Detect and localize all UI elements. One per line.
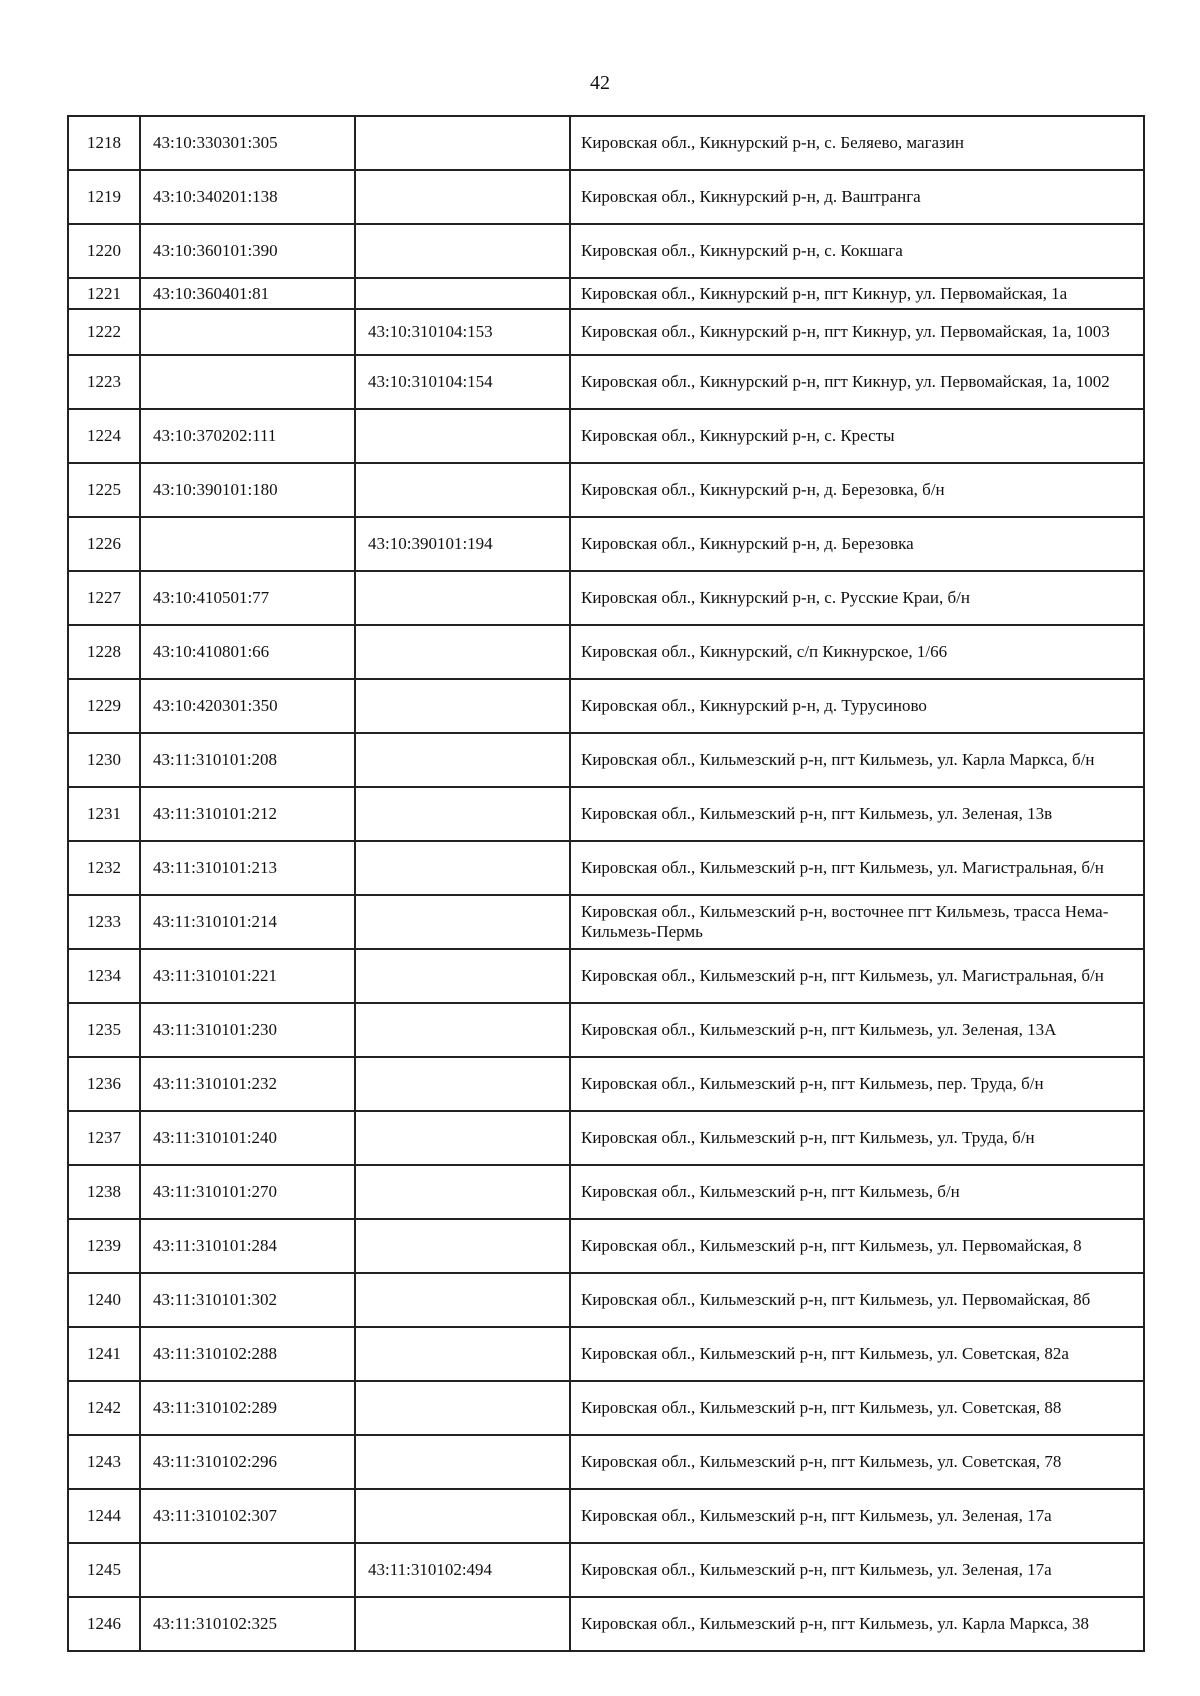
row-number-cell: 1227 — [68, 571, 140, 625]
table-row — [68, 278, 1144, 309]
page-number: 42 — [590, 72, 610, 94]
building-number-cell — [355, 1327, 570, 1381]
table-row — [68, 787, 1144, 841]
building-number-cell — [355, 1489, 570, 1543]
table-row — [68, 1219, 1144, 1273]
table-row — [68, 1489, 1144, 1543]
cadastral-number-cell: 43:10:420301:350 — [140, 679, 355, 733]
address-cell: Кировская обл., Кикнурский р-н, пгт Кикнур, ул. Первомайская, 1а, 1002 — [570, 355, 1144, 409]
address-cell: Кировская обл., Кильмезский р-н, пгт Кильмезь, ул. Карла Маркса, б/н — [570, 733, 1144, 787]
building-number-cell — [355, 409, 570, 463]
table-row — [68, 949, 1144, 1003]
table-row — [68, 309, 1144, 355]
building-number-cell — [355, 463, 570, 517]
row-number-cell: 1233 — [68, 895, 140, 949]
cadastral-number-cell — [140, 355, 355, 409]
cadastral-number-cell — [140, 309, 355, 355]
row-number-cell: 1224 — [68, 409, 140, 463]
address-cell: Кировская обл., Кильмезский р-н, пгт Кильмезь, ул. Магистральная, б/н — [570, 841, 1144, 895]
row-number-cell: 1219 — [68, 170, 140, 224]
table-row — [68, 571, 1144, 625]
table-body — [68, 116, 1144, 1651]
building-number-cell — [355, 170, 570, 224]
building-number-cell — [355, 1111, 570, 1165]
building-number-cell — [355, 571, 570, 625]
row-number-cell: 1223 — [68, 355, 140, 409]
building-number-cell — [355, 733, 570, 787]
row-number-cell: 1228 — [68, 625, 140, 679]
cadastral-number-cell: 43:11:310101:284 — [140, 1219, 355, 1273]
row-number-cell: 1220 — [68, 224, 140, 278]
table-row — [68, 409, 1144, 463]
table-row — [68, 1543, 1144, 1597]
building-number-cell — [355, 1165, 570, 1219]
cadastral-number-cell: 43:11:310101:208 — [140, 733, 355, 787]
row-number-cell: 1225 — [68, 463, 140, 517]
cadastral-number-cell: 43:11:310102:289 — [140, 1381, 355, 1435]
address-cell: Кировская обл., Кикнурский р-н, с. Русские Краи, б/н — [570, 571, 1144, 625]
building-number-cell — [355, 1381, 570, 1435]
cadastral-number-cell: 43:10:360101:390 — [140, 224, 355, 278]
table-row — [68, 355, 1144, 409]
table-row — [68, 1381, 1144, 1435]
building-number-cell — [355, 224, 570, 278]
table-row — [68, 1597, 1144, 1651]
building-number-cell — [355, 679, 570, 733]
building-number-cell — [355, 841, 570, 895]
row-number-cell: 1244 — [68, 1489, 140, 1543]
cadastral-number-cell: 43:11:310101:232 — [140, 1057, 355, 1111]
table-row — [68, 1435, 1144, 1489]
row-number-cell: 1246 — [68, 1597, 140, 1651]
address-cell: Кировская обл., Кикнурский р-н, с. Кокшага — [570, 224, 1144, 278]
cadastral-number-cell: 43:10:340201:138 — [140, 170, 355, 224]
address-cell: Кировская обл., Кильмезский р-н, пгт Кильмезь, ул. Зеленая, 17а — [570, 1543, 1144, 1597]
row-number-cell: 1242 — [68, 1381, 140, 1435]
cadastral-number-cell — [140, 1543, 355, 1597]
table-row — [68, 463, 1144, 517]
cadastral-number-cell: 43:11:310102:288 — [140, 1327, 355, 1381]
address-cell: Кировская обл., Кильмезский р-н, пгт Кильмезь, ул. Магистральная, б/н — [570, 949, 1144, 1003]
table-row — [68, 1057, 1144, 1111]
row-number-cell: 1236 — [68, 1057, 140, 1111]
address-cell: Кировская обл., Кикнурский р-н, пгт Кикнур, ул. Первомайская, 1а — [570, 278, 1144, 309]
cadastral-number-cell: 43:11:310102:307 — [140, 1489, 355, 1543]
row-number-cell: 1245 — [68, 1543, 140, 1597]
building-number-cell — [355, 1003, 570, 1057]
cadastral-number-cell: 43:10:330301:305 — [140, 116, 355, 170]
cadastral-number-cell: 43:11:310101:221 — [140, 949, 355, 1003]
building-number-cell — [355, 1597, 570, 1651]
address-cell: Кировская обл., Кикнурский р-н, с. Беляево, магазин — [570, 116, 1144, 170]
cadastral-number-cell: 43:11:310101:214 — [140, 895, 355, 949]
row-number-cell: 1237 — [68, 1111, 140, 1165]
cadastral-number-cell: 43:11:310101:212 — [140, 787, 355, 841]
cadastral-number-cell: 43:11:310101:230 — [140, 1003, 355, 1057]
row-number-cell: 1238 — [68, 1165, 140, 1219]
cadastral-number-cell: 43:11:310101:302 — [140, 1273, 355, 1327]
address-cell: Кировская обл., Кикнурский р-н, д. Березовка — [570, 517, 1144, 571]
building-number-cell — [355, 1273, 570, 1327]
address-cell: Кировская обл., Кильмезский р-н, пгт Кильмезь, ул. Первомайская, 8 — [570, 1219, 1144, 1273]
row-number-cell: 1243 — [68, 1435, 140, 1489]
cadastral-number-cell: 43:10:390101:180 — [140, 463, 355, 517]
table-row — [68, 895, 1144, 949]
address-cell: Кировская обл., Кильмезский р-н, пгт Кильмезь, ул. Зеленая, 13А — [570, 1003, 1144, 1057]
address-cell: Кировская обл., Кильмезский р-н, пгт Кильмезь, ул. Советская, 88 — [570, 1381, 1144, 1435]
table-row — [68, 1327, 1144, 1381]
building-number-cell: 43:11:310102:494 — [355, 1543, 570, 1597]
table-row — [68, 116, 1144, 170]
address-cell: Кировская обл., Кикнурский р-н, с. Кресты — [570, 409, 1144, 463]
address-cell: Кировская обл., Кикнурский, с/п Кикнурское, 1/66 — [570, 625, 1144, 679]
cadastral-number-cell — [140, 517, 355, 571]
table-row — [68, 1003, 1144, 1057]
cadastral-number-cell: 43:11:310102:296 — [140, 1435, 355, 1489]
row-number-cell: 1241 — [68, 1327, 140, 1381]
cadastral-number-cell: 43:11:310101:213 — [140, 841, 355, 895]
table-row — [68, 1165, 1144, 1219]
address-cell: Кировская обл., Кикнурский р-н, пгт Кикнур, ул. Первомайская, 1а, 1003 — [570, 309, 1144, 355]
cadastral-table — [67, 115, 1145, 1652]
row-number-cell: 1218 — [68, 116, 140, 170]
row-number-cell: 1240 — [68, 1273, 140, 1327]
address-cell: Кировская обл., Кильмезский р-н, пгт Кильмезь, б/н — [570, 1165, 1144, 1219]
building-number-cell — [355, 895, 570, 949]
row-number-cell: 1235 — [68, 1003, 140, 1057]
address-cell: Кировская обл., Кильмезский р-н, пгт Кильмезь, ул. Зеленая, 17а — [570, 1489, 1144, 1543]
address-cell: Кировская обл., Кильмезский р-н, пгт Кильмезь, пер. Труда, б/н — [570, 1057, 1144, 1111]
address-cell: Кировская обл., Кильмезский р-н, пгт Кильмезь, ул. Труда, б/н — [570, 1111, 1144, 1165]
row-number-cell: 1231 — [68, 787, 140, 841]
cadastral-number-cell: 43:10:410501:77 — [140, 571, 355, 625]
address-cell: Кировская обл., Кикнурский р-н, д. Березовка, б/н — [570, 463, 1144, 517]
address-cell: Кировская обл., Кильмезский р-н, пгт Кильмезь, ул. Первомайская, 8б — [570, 1273, 1144, 1327]
cadastral-number-cell: 43:10:360401:81 — [140, 278, 355, 309]
address-cell: Кировская обл., Кильмезский р-н, пгт Кильмезь, ул. Зеленая, 13в — [570, 787, 1144, 841]
table-row — [68, 1111, 1144, 1165]
row-number-cell: 1232 — [68, 841, 140, 895]
cadastral-number-cell: 43:10:410801:66 — [140, 625, 355, 679]
table-row — [68, 733, 1144, 787]
cadastral-number-cell: 43:11:310101:240 — [140, 1111, 355, 1165]
building-number-cell: 43:10:310104:153 — [355, 309, 570, 355]
row-number-cell: 1221 — [68, 278, 140, 309]
table-row — [68, 679, 1144, 733]
building-number-cell — [355, 949, 570, 1003]
address-cell: Кировская обл., Кикнурский р-н, д. Турусиново — [570, 679, 1144, 733]
building-number-cell: 43:10:390101:194 — [355, 517, 570, 571]
cadastral-number-cell: 43:10:370202:111 — [140, 409, 355, 463]
building-number-cell — [355, 625, 570, 679]
table-row — [68, 170, 1144, 224]
address-cell: Кировская обл., Кильмезский р-н, пгт Кильмезь, ул. Советская, 82а — [570, 1327, 1144, 1381]
cadastral-number-cell: 43:11:310101:270 — [140, 1165, 355, 1219]
building-number-cell — [355, 1219, 570, 1273]
row-number-cell: 1234 — [68, 949, 140, 1003]
row-number-cell: 1230 — [68, 733, 140, 787]
address-cell: Кировская обл., Кильмезский р-н, пгт Кильмезь, ул. Советская, 78 — [570, 1435, 1144, 1489]
building-number-cell — [355, 116, 570, 170]
building-number-cell — [355, 1435, 570, 1489]
building-number-cell: 43:10:310104:154 — [355, 355, 570, 409]
address-cell: Кировская обл., Кильмезский р-н, восточнее пгт Кильмезь, трасса Нема-Кильмезь-Пермь — [570, 895, 1144, 949]
row-number-cell: 1222 — [68, 309, 140, 355]
row-number-cell: 1229 — [68, 679, 140, 733]
table-row — [68, 625, 1144, 679]
building-number-cell — [355, 787, 570, 841]
table-row — [68, 517, 1144, 571]
address-cell: Кировская обл., Кикнурский р-н, д. Ваштранга — [570, 170, 1144, 224]
building-number-cell — [355, 278, 570, 309]
table-row — [68, 1273, 1144, 1327]
table-row — [68, 224, 1144, 278]
cadastral-number-cell: 43:11:310102:325 — [140, 1597, 355, 1651]
row-number-cell: 1226 — [68, 517, 140, 571]
building-number-cell — [355, 1057, 570, 1111]
table-row — [68, 841, 1144, 895]
address-cell: Кировская обл., Кильмезский р-н, пгт Кильмезь, ул. Карла Маркса, 38 — [570, 1597, 1144, 1651]
row-number-cell: 1239 — [68, 1219, 140, 1273]
